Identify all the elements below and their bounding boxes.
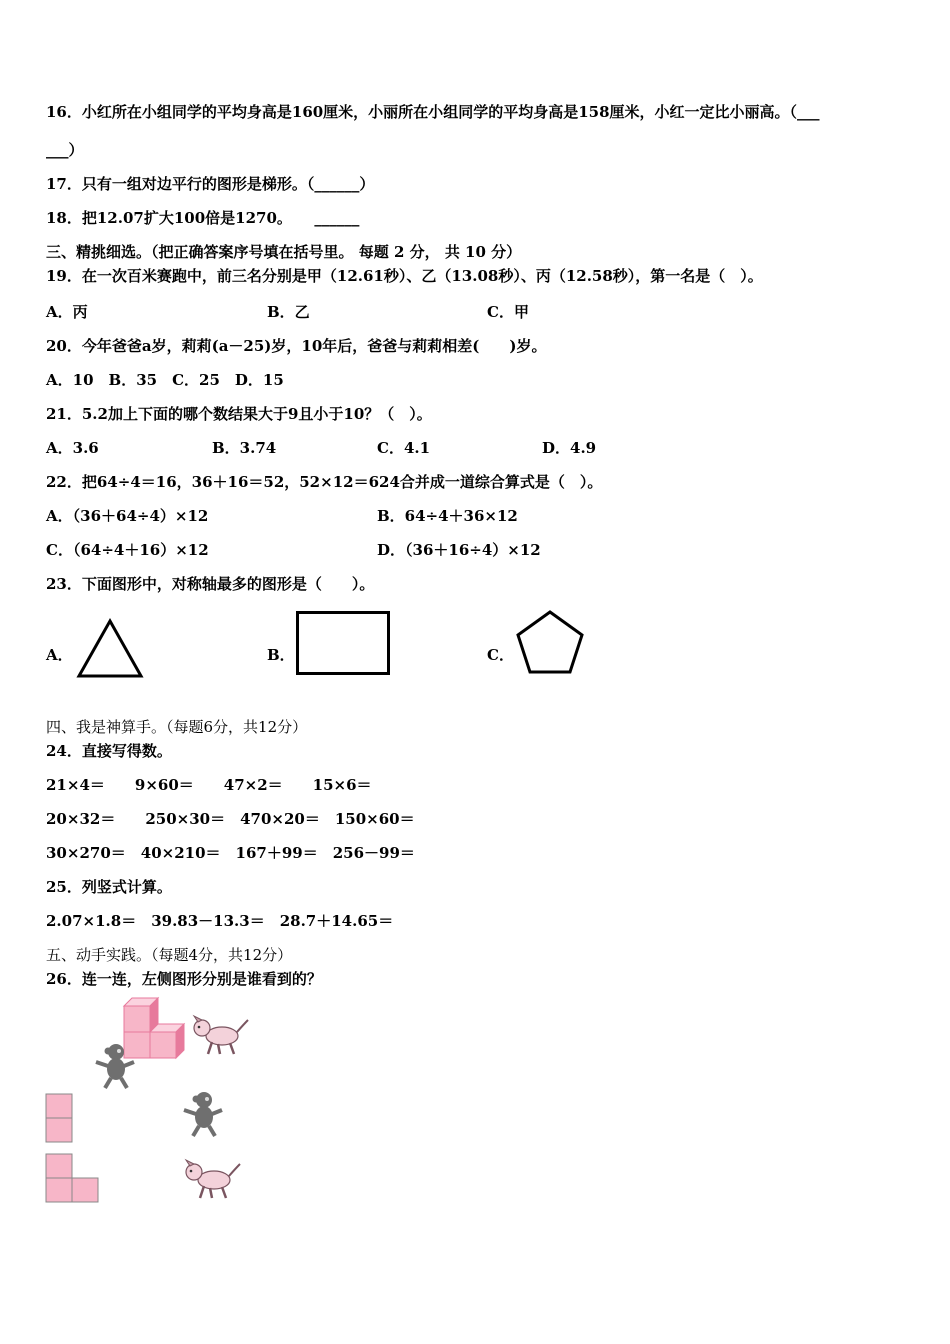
q20-stem: 20．今年爸爸a岁，莉莉(a－25)岁，10年后，爸爸与莉莉相差( )岁。 [46,337,547,355]
q25-row: 2.07×1.8＝ 39.83－13.3＝ 28.7＋14.65＝ [46,912,394,930]
q24-row-1: 21×4＝ 9×60＝ 47×2＝ 15×6＝ [46,776,372,794]
monkey-icon [92,1042,138,1090]
section5-title: 五、动手实践。（每题4分，共12分） [46,946,293,964]
q22-option-a: A．（36＋64÷4）×12 [46,507,209,525]
q23-stem: 23．下面图形中，对称轴最多的图形是（ ）。 [46,575,375,593]
view-shape-two-vertical [45,1093,75,1145]
q22-option-b: B．64÷4＋36×12 [377,507,518,525]
q21-option-d: D．4.9 [542,439,597,457]
pentagon-shape [514,609,586,675]
triangle-shape [76,618,144,678]
q20-options: A．10 B．35 C．25 D．15 [46,371,284,389]
q21-option-b: B．3.74 [212,439,277,457]
q19-stem: 19．在一次百米赛跑中，前三名分别是甲（12.61秒）、乙（13.08秒）、丙（12.58秒），第一名是（ ）。 [46,267,763,285]
dog-icon [190,1014,250,1056]
q24-row-2: 20×32＝ 250×30＝ 470×20＝ 150×60＝ [46,810,415,828]
q22-option-c: C．（64÷4＋16）×12 [46,541,209,559]
dog-icon [182,1158,242,1200]
q21-stem: 21．5.2加上下面的哪个数结果大于9且小于10？（ ）。 [46,405,432,423]
q19-option-a: A．丙 [46,303,88,321]
q23-option-b: B． [267,646,295,664]
section4-title: 四、我是神算手。（每题6分，共12分） [46,718,308,736]
rectangle-shape [296,611,391,675]
q23-option-c: C． [487,646,514,664]
q19-option-b: B．乙 [267,303,310,321]
q26-stem: 26．连一连，左侧图形分别是谁看到的？ [46,970,322,988]
q16-line1: 16．小红所在小组同学的平均身高是160厘米，小丽所在小组同学的平均身高是158厘米，小红一定比小丽高。（___ [46,103,820,121]
view-shape-l [45,1153,101,1205]
q22-option-d: D．（36＋16÷4）×12 [377,541,541,559]
q17: 17．只有一组对边平行的图形是梯形。（______） [46,175,375,193]
q21-option-a: A．3.6 [46,439,99,457]
q18: 18．把12.07扩大100倍是1270。 ______ [46,209,360,227]
q22-stem: 22．把64÷4＝16，36＋16＝52，52×12＝624合并成一道综合算式是（ ）。 [46,473,603,491]
q19-option-c: C．甲 [487,303,529,321]
monkey-icon [180,1090,226,1138]
q23-option-a: A． [46,646,73,664]
q16-line2: ___） [46,141,84,159]
q24-row-3: 30×270＝ 40×210＝ 167＋99＝ 256－99＝ [46,844,415,862]
q25-stem: 25．列竖式计算。 [46,878,172,896]
q21-option-c: C．4.1 [377,439,431,457]
q24-stem: 24．直接写得数。 [46,742,172,760]
section3-title: 三、精挑细选。（把正确答案序号填在括号里。 每题 2 分， 共 10 分） [46,243,522,261]
